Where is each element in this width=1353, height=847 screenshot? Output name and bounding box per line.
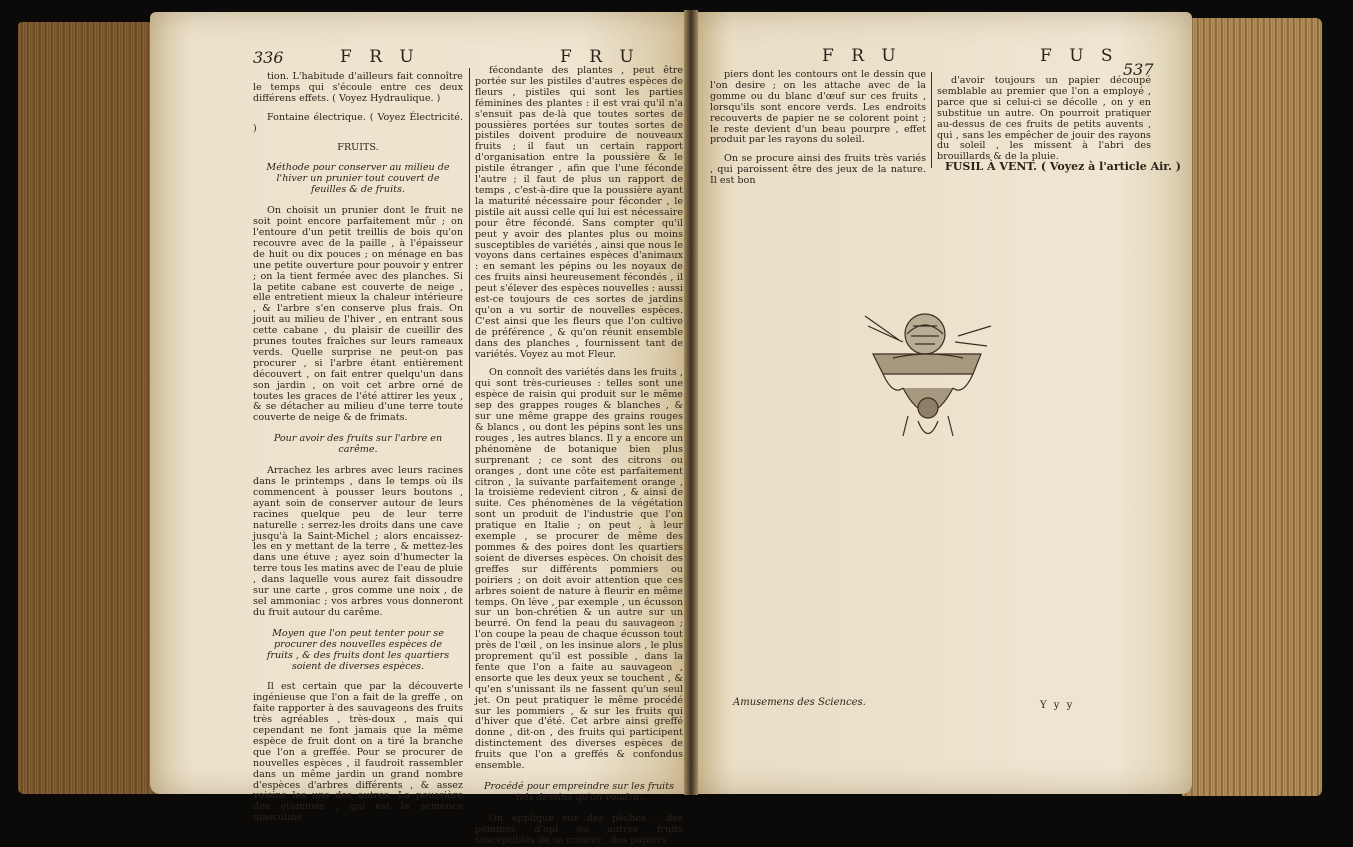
left-col1-paragraph: Moyen que l'on peut tenter pour se procurer des nouvelles espèces de fruits , & des fruits dont les quartiers soient de diverses espèces.: [266, 627, 450, 672]
left-col1-paragraph: Pour avoir des fruits sur l'arbre en carême.: [273, 433, 443, 456]
left-column-2: [475, 65, 683, 846]
left-col1-paragraph: Fontaine électrique. ( Voyez Électricité. ): [253, 111, 463, 134]
entry-fusil-a-vent: FUSIL À VENT. ( Voyez à l'article Air. ): [945, 160, 1181, 173]
book-gutter: [684, 10, 698, 795]
right-col1-paragraph: On se procure ainsi des fruits très variés , qui paroissent être des jeux de la nature. Il est bon: [710, 153, 926, 187]
left-page-number: 336: [253, 48, 284, 67]
footer-book-title: Amusemens des Sciences.: [733, 697, 866, 708]
left-col1-paragraph: On choisit un prunier dont le fruit ne soit point encore parfaitement mûr ; on l'entoure d'un petit treillis de bois qu'on recouvre avec de la paille , à l'épaisseur de huit ou dix pouces ; on ménage en bas une petite ouverture pour pouvoir y entrer ; on la tient fermée avec des planches. Si la petite cabane est couverte de neige , elle entretient mieux la chaleur intérieure , & l'arbre s'en conserve plus frais. On jouit au milieu de l'hiver , en entrant sous cette cabane , du plaisir de cueillir des prunes toutes fraîches sur leurs rameaux verds. Quelle surprise ne peut-on pas procurer , si l'arbre étant entièrement découvert , on fait entrer quelqu'un dans son jardin , on voit cet arbre orné de toutes les graces de l'été attirer les yeux , & se détacher au milieu d'une terre toute couverte de neige & de frimats.: [253, 205, 463, 424]
column-rule: [469, 68, 470, 688]
right-col2-paragraph: d'avoir toujours un papier découpé semblable au premier que l'on a employé , parce que si celui-ci se décolle , on y en substitue un autre. On pourroit pratiquer au-dessus de ces fruits de petits auvents , qui , sans les empêcher de jouir des rayons du soleil , les missent à l'abri des brouillards & de la pluie.: [937, 75, 1151, 163]
left-col2-paragraph: Procédé pour empreindre sur les fruits tels dessins qu'on voudra.: [484, 781, 674, 803]
vignette-ornament-icon: [863, 296, 993, 466]
right-column-1: [710, 70, 926, 190]
right-running-head-2: F U S: [1040, 46, 1119, 66]
left-page-edges: [18, 22, 168, 794]
signature-mark: Y y y: [1040, 700, 1075, 711]
right-page-number: 537: [1123, 60, 1154, 79]
left-col1-paragraph: FRUITS.: [337, 141, 379, 153]
right-running-head-1: F R U: [822, 46, 902, 66]
right-page-edges: [1182, 18, 1322, 796]
left-column-1: [253, 71, 463, 824]
left-col2-paragraph: fécondante des plantes , peut être portée sur les pistiles d'autres espèces de fleurs , pistiles qui sont les parties féminines des plantes : il est vrai qu'il n'a s'ensuit pas de-là que toutes sortes de poussières portées sur toutes sortes de pistiles doivent produire de nouveaux fruits ; il faut un certain rapport d'organisation entre la poussière & le pistile étranger , afin que l'une féconde l'autre ; il faut de plus un rapport de temps , c'est-à-dire que la poussière ayant la maturité nécessaire pour féconder , le pistile ait aussi celle qui lui est nécessaire pour être fécondé. Sans compter qu'il peut y avoir des plantes plus ou moins susceptibles de variétés , ainsi que nous le voyons dans certaines espèces d'animaux : en semant les pépins ou les noyaux de ces fruits ainsi heureusement fécondés , il peut s'élever des espèces nouvelles : aussi est-ce toujours de ces sortes de jardins qu'on a vu sortir de nouvelles espèces. C'est ainsi que les fleurs que l'on cultive de préférence , & qu'on réunit ensemble dans des planches , fournissent tant de variétés. Voyez au mot Fleur.: [475, 65, 683, 360]
left-col1-paragraph: Arrachez les arbres avec leurs racines dans le printemps , dans le temps où ils commencent à pousser leurs boutons , ayant soin de conserver autour de leurs racines quelque peu de leur terre naturelle : serrez-les droits dans une cave jusqu'à la Saint-Michel ; alors encaissez-les en y mettant de la terre , & mettez-les dans une étuve ; ayez soin d'humecter la terre tous les matins avec de l'eau de pluie , dans laquelle vous aurez fait dissoudre sur une carte , gros comme une noix , de sel ammoniac ; vos arbres vous donneront du fruit autour du carême.: [253, 465, 463, 618]
left-col2-paragraph: On connoît des variétés dans les fruits , qui sont très-curieuses : telles sont une espèce de raisin qui produit sur le même sep des grappes rouges & blanches , & sur une même grappe des grains rouges & blancs , ou dont les pépins sont les uns rouges , les autres blancs. Il y a encore un phénomène de botanique bien plus surprenant ; ce sont des citrons ou oranges , dont une côte est parfaitement citron , la suivante parfaitement orange , la troisième redevient citron , & ainsi de suite. Ces phénomènes de la végétation sont un produit de l'industrie que l'on pratique en Italie ; on peut , à leur exemple , se procurer de même des pommes & des poires dont les quartiers soient de diverses espèces. On choisit des greffes sur différents pommiers ou poiriers ; on doit avoir attention que ces arbres soient de nature à fleurir en même temps. On lève , par exemple , un écusson sur un bon-chrétien & un autre sur un beurré. On fend la peau du sauvageon ; l'on coupe la peau de chaque écusson tout près de l'œil , on les insinue alors , le plus proprement qu'il est possible , dans la fente que l'on a faite au sauvageon , ensorte que les deux yeux se touchent , & qu'en s'unissant ils ne fassent qu'un seul jet. On peut pratiquer le même procédé sur les pommiers , & sur les fruits qui d'hiver que d'été. Cet arbre ainsi greffé donne , dit-on , des fruits qui participent distinctement des diverses espèces de fruits que l'on a greffés & confondus ensemble.: [475, 367, 683, 772]
left-col1-paragraph: Il est certain que par la découverte ingénieuse que l'on a fait de la greffe , on faite rapporter à des sauvageons des fruits très agréables , très-doux , mais qui cependant ne font jamais que la même espèce de fruit dont on a tiré la branche que l'on a greffée. Pour se procurer de nouvelles espèces , il faudroit rassembler dans un même jardin un grand nombre d'espèces d'arbres différents , & assez voisins les uns des autres. La poussière des étamines , qui est la semence masculine: [253, 681, 463, 824]
left-running-head-2: F R U: [560, 47, 640, 67]
left-col2-paragraph: On applique sur des pêches , des pommes d'api ou autres fruits susceptibles de se colorer , des papiers: [475, 812, 683, 846]
left-running-head-1: F R U: [340, 47, 420, 67]
right-column-rule: [931, 72, 932, 168]
right-col1-paragraph: piers dont les contours ont le dessin que l'on desire ; on les attache avec de la gomme ou du blanc d'œuf sur ces fruits , lorsqu'ils sont encore verds. Les endroits recouverts de papier ne se colorent point ; le reste devient d'un beau pourpre , effet produit par les rayons du soleil.: [710, 69, 926, 146]
left-col1-paragraph: Méthode pour conserver au milieu de l'hiver un prunier tout couvert de feuilles & de fruits.: [266, 162, 450, 196]
right-column-2: [937, 76, 1151, 196]
left-col1-paragraph: tion. L'habitude d'ailleurs fait connoître le temps qui s'écoule entre ces deux différens effets. ( Voyez Hydraulique. ): [253, 71, 463, 104]
